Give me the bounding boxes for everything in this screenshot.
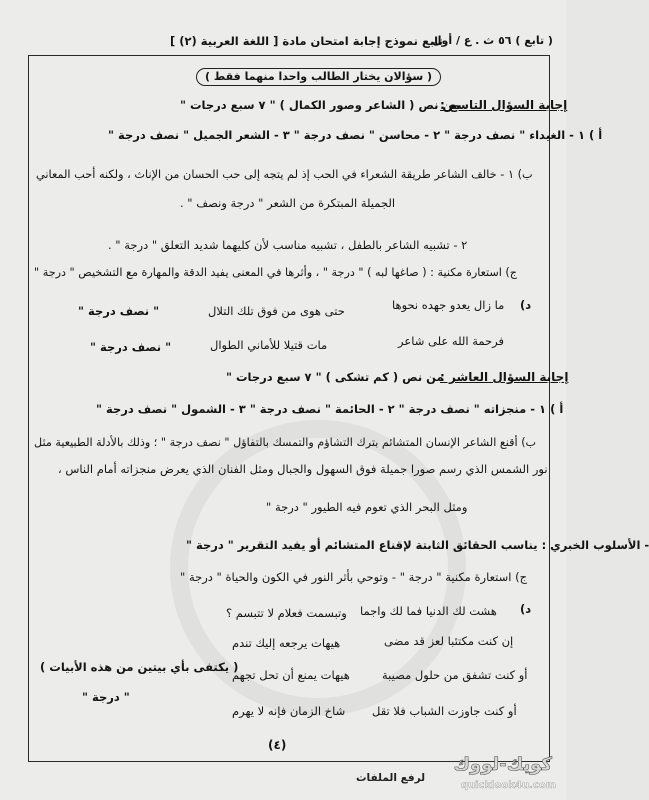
q9-verse1-b: حتى هوى من فوق تلك التلال [208, 304, 345, 318]
q9-verse2-b: مات قتيلا للأماني الطوال [210, 338, 328, 352]
q10-style: - الأسلوب الخبري : يناسب الحقائق الثابتة لإقناع المتشائم أو يفيد التقرير " درجة " [186, 538, 649, 552]
q10-note: ( يكتفى بأي بيتين من هذه الأبيات ) [40, 660, 239, 674]
q10-b1-cont: نور الشمس الذي رسم صورا جميلة فوق السهول والجبال ومثل الفنان الذي يعرض منجزاته أمام الناس ، [58, 462, 548, 476]
upload-link[interactable]: لرفع الملفات [356, 772, 426, 784]
q10-note-mark: " درجة " [82, 690, 130, 704]
header-code: ( تابع ) ٥٦ ث . ع / أول [432, 34, 553, 47]
q10-verse4-b: شاخ الزمان فإنه لا يهرم [232, 704, 346, 718]
watermark-site: quicklook4u.com [460, 780, 556, 791]
q9-verse1-mark: " نصف درجة " [78, 304, 160, 318]
q9-verse2-mark: " نصف درجة " [90, 340, 172, 354]
header-title: تابع نموذج إجابة امتحان مادة [ اللغة العربية (٢) ] [170, 34, 443, 48]
q10-b1: ب) أقنع الشاعر الإنسان المتشائم بترك التشاؤم والتمسك بالتفاؤل " نصف درجة " ؛ وذلك بالأدلة الطبيعية مثل [34, 436, 537, 449]
q9-c: ج) استعارة مكنية : ( صاغها لبه ) " درجة " ، وأثرها في المعنى يفيد الدقة والمهارة مع التشخيص " درجة " [34, 266, 518, 279]
q9-b1: ب) ١ - خالف الشاعر طريقة الشعراء في الحب إذ لم يتجه إلى حب الحسان من الإناث ، ولكنه أحب المعاني [36, 168, 533, 181]
q10-c: ج) استعارة مكنية " درجة " - وتوحي بأثر النور في الكون والحياة " درجة " [180, 570, 527, 584]
q9-verse1-a: ما زال يعدو جهده نحوها [392, 298, 505, 312]
q10-heading: إجابة السؤال العاشر : [440, 370, 569, 384]
q9-a: أ ) ١ - الغيداء " نصف درجة " ٢ - محاسن " نصف درجة " ٣ - الشعر الجميل " نصف درجة " [108, 128, 603, 142]
q10-verse2-b: هيهات يرجعه إليك تندم [232, 636, 341, 650]
q10-source: من نص ( كم تشكى ) " ٧ سبع درجات " [226, 370, 444, 384]
q10-verse1-b: وتبسمت فعلام لا تتبسم ؟ [226, 606, 347, 620]
q10-verse4-a: أو كنت جاوزت الشباب فلا تقل [372, 704, 517, 718]
q10-verse3-b: هيهات يمنع أن تحل تجهم [232, 668, 350, 682]
q9-d-label: د) [520, 298, 532, 312]
site-watermark [418, 752, 566, 800]
q10-verse2-a: إن كنت مكتئبا لعز قد مضى [384, 634, 514, 648]
q9-source: من نص ( الشاعر وصور الكمال ) " ٧ سبع درجات " [180, 98, 460, 112]
instruction-box: ( سؤالان يختار الطالب واحدا منهما فقط ) [196, 68, 441, 86]
q10-verse1-a: هشت لك الدنيا فما لك واجما [360, 604, 497, 618]
q10-verse3-a: أو كنت تشفق من حلول مصيبة [382, 668, 528, 682]
page-number: (٤) [268, 738, 287, 752]
q10-b1-cont2: ومثل البحر الذي تعوم فيه الطيور " درجة " [266, 500, 468, 514]
q9-b1-cont: الجميلة المبتكرة من الشعر " درجة ونصف " . [180, 196, 396, 210]
watermark-title: كويك-لووك [453, 754, 552, 775]
q10-a: أ ) ١ - منجزاته " نصف درجة " ٢ - الحائمة " نصف درجة " ٣ - الشمول " نصف درجة " [96, 402, 564, 416]
q10-d-label: د) [520, 602, 532, 616]
q9-heading: إجابة السؤال التاسع : [440, 98, 568, 112]
q9-verse2-a: فرحمة الله على شاعر [398, 334, 505, 348]
q9-b2: ٢ - تشبيه الشاعر بالطفل ، تشبيه مناسب لأن كليهما شديد التعلق " درجة " . [108, 238, 468, 252]
